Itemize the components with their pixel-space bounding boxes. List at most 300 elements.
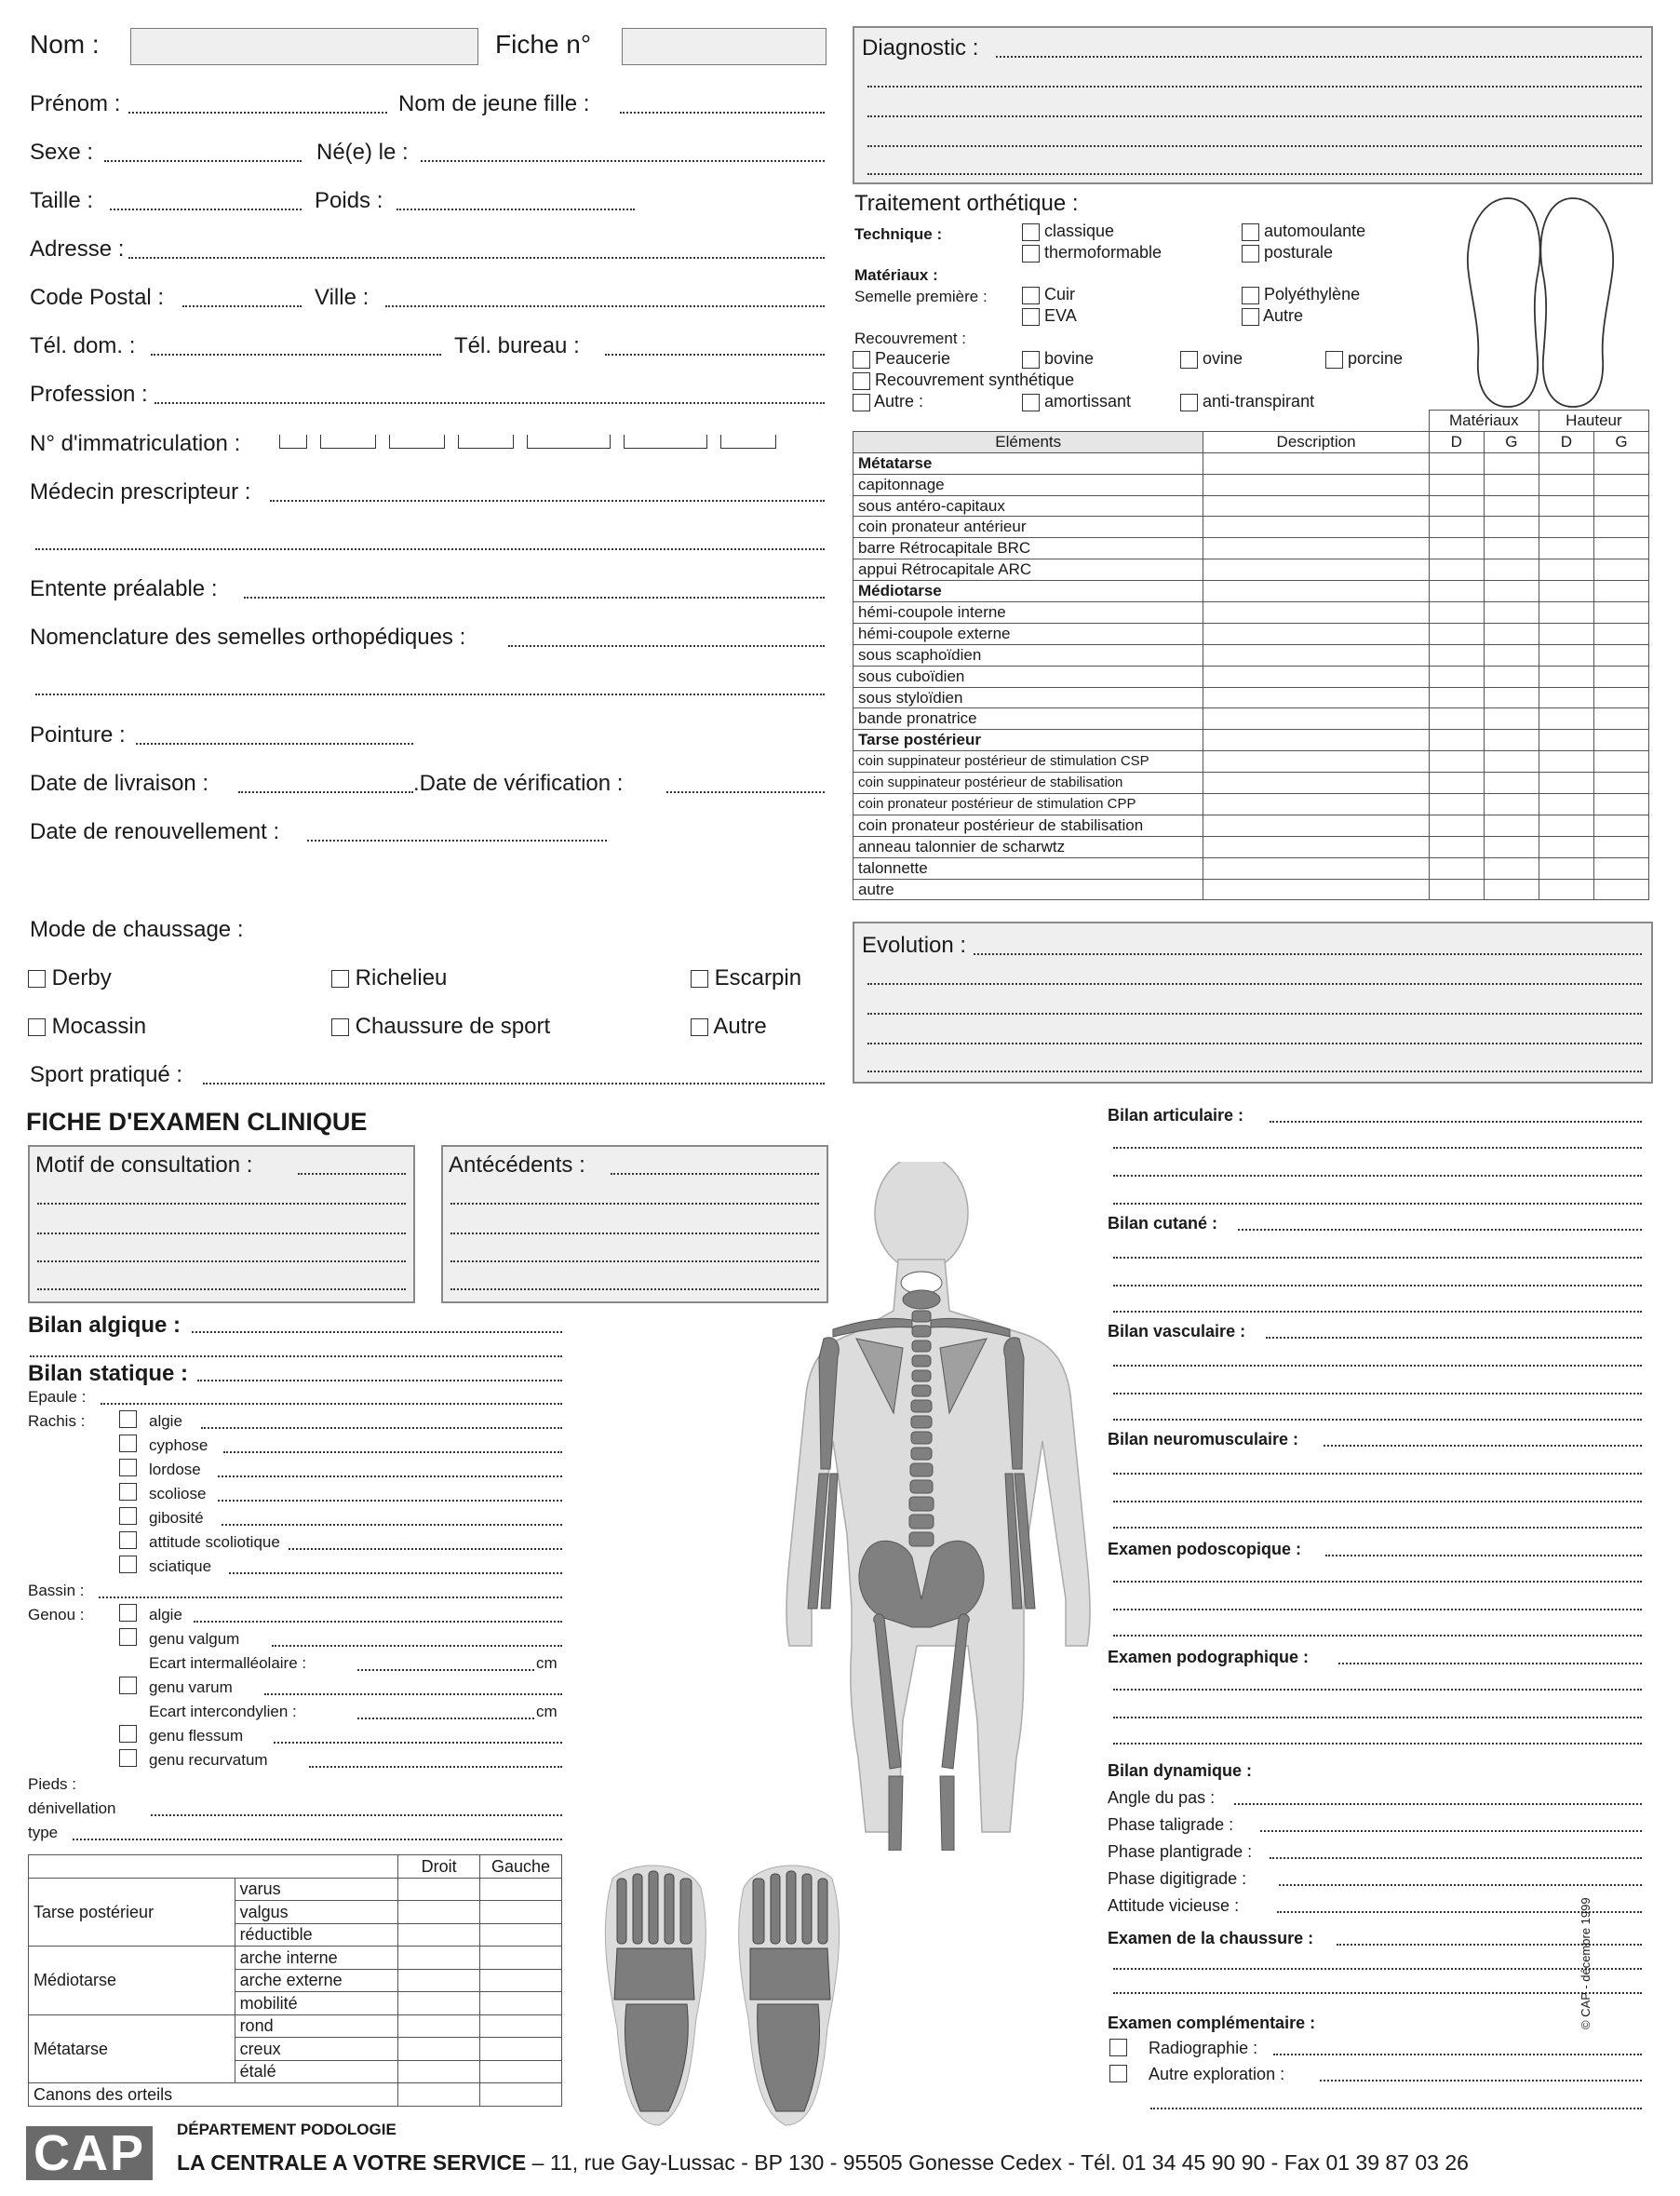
autre-exploration-field-2[interactable] [1150, 2108, 1642, 2109]
foot-cell[interactable] [480, 2083, 562, 2107]
diagnostic-line[interactable] [867, 86, 1642, 88]
genu-valgum-field[interactable] [272, 1645, 562, 1647]
element-cell[interactable] [1593, 602, 1648, 624]
opt-synthetique[interactable]: Recouvrement synthétique [853, 370, 1074, 390]
cutane-line[interactable] [1113, 1257, 1642, 1259]
epaule-field[interactable] [101, 1403, 562, 1405]
element-cell[interactable] [1429, 666, 1484, 687]
element-cell[interactable] [1593, 730, 1648, 751]
podographique-line[interactable] [1113, 1743, 1642, 1745]
element-cell[interactable] [1484, 644, 1539, 666]
element-cell[interactable] [1539, 666, 1593, 687]
element-cell[interactable] [1484, 602, 1539, 624]
element-cell[interactable] [1484, 581, 1539, 602]
genu-valgum-checkbox[interactable] [119, 1628, 137, 1646]
denivellation-field[interactable] [151, 1814, 562, 1816]
nom-jeune-fille-field[interactable] [620, 112, 825, 114]
element-cell[interactable] [1593, 538, 1648, 559]
diagnostic-line[interactable] [996, 56, 1642, 58]
motif-box[interactable] [28, 1145, 415, 1303]
vasculaire-line[interactable] [1266, 1337, 1642, 1339]
checkbox[interactable] [691, 1018, 708, 1036]
foot-item-label: arche interne [235, 1947, 398, 1970]
element-cell[interactable] [1593, 474, 1648, 495]
neuromusculaire-line[interactable] [1113, 1501, 1642, 1502]
nom-input[interactable] [130, 28, 478, 65]
podoscopique-line[interactable] [1325, 1555, 1642, 1556]
option-chaussure-sport[interactable]: Chaussure de sport [331, 1014, 550, 1040]
articulaire-line[interactable] [1113, 1175, 1642, 1177]
element-cell[interactable] [1203, 666, 1429, 687]
evolution-box[interactable] [853, 922, 1653, 1084]
element-cell[interactable] [1593, 517, 1648, 538]
checkbox[interactable] [331, 970, 349, 988]
element-cell[interactable] [1429, 751, 1484, 773]
foot-cell[interactable] [480, 1878, 562, 1901]
checkbox[interactable] [331, 1018, 349, 1036]
rachis-item: scoliose [149, 1485, 207, 1502]
genu-varum-field[interactable] [264, 1693, 562, 1695]
option-derby[interactable]: Derby [28, 965, 112, 991]
element-cell[interactable] [1203, 815, 1429, 836]
motif-line[interactable] [37, 1233, 406, 1234]
date-verification-field[interactable] [666, 791, 825, 793]
element-cell[interactable] [1484, 836, 1539, 857]
genou-algie-field[interactable] [194, 1621, 562, 1623]
element-cell[interactable] [1429, 644, 1484, 666]
ecart-intercondylien-field[interactable] [357, 1718, 534, 1719]
sexe-field[interactable] [104, 160, 302, 162]
option-autre[interactable]: Autre [691, 1014, 767, 1040]
element-cell[interactable] [1539, 538, 1593, 559]
tel-dom-field[interactable] [151, 354, 441, 356]
element-label: coin pronateur antérieur [853, 517, 1203, 538]
element-cell[interactable] [1484, 452, 1539, 474]
element-cell[interactable] [1539, 517, 1593, 538]
rachis-field[interactable] [218, 1500, 562, 1502]
left-foot-skeleton [594, 1860, 715, 2128]
opt-eva[interactable]: EVA [1022, 306, 1077, 326]
element-cell[interactable] [1539, 602, 1593, 624]
element-cell[interactable] [1203, 474, 1429, 495]
opt-polyethylene[interactable]: Polyéthylène [1242, 285, 1360, 304]
tel-dom-label: Tél. dom. : [30, 333, 136, 358]
opt-cuir[interactable]: Cuir [1022, 285, 1075, 304]
date-renouvellement-field[interactable] [307, 840, 607, 842]
option-mocassin[interactable]: Mocassin [28, 1014, 146, 1040]
element-cell[interactable] [1539, 773, 1593, 794]
prenom-field[interactable] [128, 112, 387, 114]
evolution-line[interactable] [867, 983, 1642, 985]
foot-cell[interactable] [398, 2083, 480, 2107]
element-cell[interactable] [1484, 474, 1539, 495]
medecin-field[interactable] [270, 500, 825, 502]
element-cell[interactable] [1203, 773, 1429, 794]
foot-cell[interactable] [480, 2038, 562, 2061]
entente-field[interactable] [244, 597, 825, 599]
foot-item-label: rond [235, 2014, 398, 2038]
element-cell[interactable] [1539, 794, 1593, 815]
tel-bureau-field[interactable] [605, 354, 825, 356]
genou-algie-checkbox[interactable] [119, 1604, 137, 1622]
element-cell[interactable] [1429, 730, 1484, 751]
autre-exploration-checkbox[interactable] [1109, 2065, 1127, 2082]
articulaire-line[interactable] [1270, 1121, 1642, 1123]
foot-cell[interactable] [398, 1923, 480, 1947]
chaussure-line[interactable] [1337, 1944, 1642, 1946]
element-cell[interactable] [1539, 452, 1593, 474]
opt-autre-recouv[interactable]: Autre : [853, 392, 923, 411]
nomenclature-field[interactable] [508, 645, 825, 647]
checkbox[interactable] [28, 1018, 46, 1036]
vasculaire-line[interactable] [1113, 1393, 1642, 1394]
element-cell[interactable] [1484, 857, 1539, 879]
element-label: hémi-coupole interne [853, 602, 1203, 624]
element-cell[interactable] [1484, 495, 1539, 517]
podoscopique-line[interactable] [1113, 1609, 1642, 1610]
element-cell[interactable] [1429, 517, 1484, 538]
taille-field[interactable] [110, 209, 302, 210]
element-cell[interactable] [1539, 559, 1593, 581]
foot-cell[interactable] [480, 1947, 562, 1970]
element-cell[interactable] [1429, 559, 1484, 581]
autre-exploration-field[interactable] [1320, 2080, 1642, 2081]
element-cell[interactable] [1203, 708, 1429, 730]
genu-flessum-field[interactable] [274, 1742, 562, 1744]
type-field[interactable] [73, 1839, 562, 1840]
date-livraison-field[interactable] [238, 791, 413, 793]
departement: DÉPARTEMENT PODOLOGIE [177, 2121, 396, 2138]
ne-le-field[interactable] [421, 160, 825, 162]
plantigrade-field[interactable] [1270, 1857, 1642, 1859]
opt-thermoformable[interactable]: thermoformable [1022, 243, 1162, 263]
element-cell[interactable] [1484, 879, 1539, 900]
rachis-checkbox[interactable] [119, 1435, 137, 1452]
element-cell[interactable] [1203, 794, 1429, 815]
element-cell[interactable] [1203, 879, 1429, 900]
element-cell[interactable] [1593, 644, 1648, 666]
element-cell[interactable] [1429, 602, 1484, 624]
element-label: sous styloïdien [853, 687, 1203, 708]
element-cell[interactable] [1203, 517, 1429, 538]
evolution-line[interactable] [867, 1043, 1642, 1044]
bassin-field[interactable] [99, 1596, 562, 1598]
cap-logo: CAP [26, 2126, 153, 2180]
element-cell[interactable] [1429, 836, 1484, 857]
podographique-line[interactable] [1338, 1663, 1642, 1664]
element-cell[interactable] [1593, 773, 1648, 794]
element-cell[interactable] [1539, 644, 1593, 666]
foot-cell[interactable] [480, 1923, 562, 1947]
element-label: autre [853, 879, 1203, 900]
opt-peaucerie[interactable]: Peaucerie [853, 349, 950, 369]
element-cell[interactable] [1429, 538, 1484, 559]
element-cell[interactable] [1593, 666, 1648, 687]
vasculaire-line[interactable] [1113, 1419, 1642, 1421]
foot-cell[interactable] [398, 1992, 480, 2015]
element-cell[interactable] [1429, 815, 1484, 836]
element-cell[interactable] [1593, 452, 1648, 474]
rachis-field[interactable] [201, 1427, 562, 1429]
foot-cell[interactable] [398, 2038, 480, 2061]
radiographie-field[interactable] [1273, 2054, 1642, 2055]
chaussure-line[interactable] [1113, 1968, 1642, 1970]
rachis-field[interactable] [223, 1451, 562, 1453]
foot-item-label: réductible [235, 1923, 398, 1947]
neuromusculaire-line[interactable] [1324, 1445, 1642, 1447]
element-cell[interactable] [1203, 857, 1429, 879]
vasculaire-line[interactable] [1113, 1365, 1642, 1367]
genu-flessum-checkbox[interactable] [119, 1725, 137, 1743]
element-cell[interactable] [1429, 581, 1484, 602]
element-cell[interactable] [1593, 815, 1648, 836]
element-cell[interactable] [1539, 836, 1593, 857]
foot-cell[interactable] [398, 1969, 480, 1992]
rachis-field[interactable] [222, 1524, 562, 1526]
element-cell[interactable] [1539, 815, 1593, 836]
articulaire-line[interactable] [1113, 1203, 1642, 1205]
opt-anti-transpirant[interactable]: anti-transpirant [1180, 392, 1314, 411]
foot-cell[interactable] [480, 1969, 562, 1992]
element-cell[interactable] [1539, 730, 1593, 751]
opt-posturale[interactable]: posturale [1242, 243, 1333, 263]
element-cell[interactable] [1539, 495, 1593, 517]
element-cell[interactable] [1203, 644, 1429, 666]
element-cell[interactable] [1539, 751, 1593, 773]
element-cell[interactable] [1429, 495, 1484, 517]
chaussure-line[interactable] [1113, 1992, 1642, 1994]
element-cell[interactable] [1539, 708, 1593, 730]
element-cell[interactable] [1484, 730, 1539, 751]
medecin-field-2[interactable] [35, 548, 825, 550]
diagnostic-box[interactable] [853, 26, 1653, 184]
element-cell[interactable] [1203, 452, 1429, 474]
element-cell[interactable] [1203, 730, 1429, 751]
rachis-field[interactable] [289, 1548, 562, 1550]
element-cell[interactable] [1539, 474, 1593, 495]
neuromusculaire-line[interactable] [1113, 1527, 1642, 1529]
option-escarpin[interactable]: Escarpin [691, 965, 801, 991]
rachis-item: sciatique [149, 1557, 212, 1575]
element-cell[interactable] [1484, 794, 1539, 815]
poids-field[interactable] [396, 209, 635, 210]
element-cell[interactable] [1203, 623, 1429, 644]
element-cell[interactable] [1593, 836, 1648, 857]
rachis-label: Rachis : [28, 1412, 86, 1430]
foot-cell[interactable] [480, 2014, 562, 2038]
examen-podographique-label: Examen podographique : [1108, 1648, 1310, 1666]
element-cell[interactable] [1484, 708, 1539, 730]
ville-field[interactable] [385, 305, 825, 307]
podographique-line[interactable] [1113, 1717, 1642, 1718]
element-cell[interactable] [1484, 666, 1539, 687]
sport-field[interactable] [203, 1083, 825, 1085]
fiche-input[interactable] [622, 28, 827, 65]
foot-cell[interactable] [480, 2060, 562, 2083]
podographique-line[interactable] [1113, 1689, 1642, 1691]
neuromusculaire-line[interactable] [1113, 1473, 1642, 1475]
genu-recurvatum-checkbox[interactable] [119, 1749, 137, 1767]
articulaire-line[interactable] [1113, 1147, 1642, 1149]
checkbox[interactable] [28, 970, 46, 988]
element-cell[interactable] [1429, 794, 1484, 815]
opt-autre-semelle[interactable]: Autre [1242, 306, 1303, 326]
element-cell[interactable] [1593, 559, 1648, 581]
foot-table-row [29, 2014, 562, 2038]
evolution-line[interactable] [974, 953, 1642, 955]
examen-podoscopique-label: Examen podoscopique : [1108, 1540, 1302, 1558]
element-cell[interactable] [1593, 495, 1648, 517]
foot-table-row [29, 1878, 562, 1901]
cutane-line[interactable] [1113, 1285, 1642, 1287]
rachis-checkbox[interactable] [119, 1507, 137, 1525]
autre-exploration-label: Autre exploration : [1149, 2065, 1285, 2083]
motif-line[interactable] [37, 1288, 406, 1290]
diagnostic-label: Diagnostic : [862, 35, 979, 61]
chaussage-title: Mode de chaussage : [30, 917, 244, 942]
element-cell[interactable] [1484, 751, 1539, 773]
header-g: G [1593, 431, 1648, 452]
foot-group-label: Médiotarse [29, 1947, 235, 2015]
podoscopique-line[interactable] [1113, 1581, 1642, 1583]
element-cell[interactable] [1593, 687, 1648, 708]
elements-row [853, 687, 1649, 708]
element-cell[interactable] [1203, 602, 1429, 624]
bilan-algique-field[interactable] [192, 1331, 562, 1333]
podoscopique-line[interactable] [1113, 1635, 1642, 1637]
diagnostic-line[interactable] [867, 115, 1642, 117]
rachis-item: attitude scoliotique [149, 1533, 280, 1551]
foot-cell[interactable] [398, 1947, 480, 1970]
motif-line[interactable] [37, 1260, 406, 1262]
opt-ovine[interactable]: ovine [1180, 349, 1243, 369]
rachis-field[interactable] [218, 1475, 562, 1477]
element-cell[interactable] [1593, 794, 1648, 815]
element-cell[interactable] [1429, 474, 1484, 495]
element-cell[interactable] [1484, 815, 1539, 836]
angle-field[interactable] [1234, 1803, 1642, 1805]
foot-cell[interactable] [480, 1992, 562, 2015]
rachis-checkbox[interactable] [119, 1459, 137, 1476]
foot-cell[interactable] [398, 2014, 480, 2038]
element-cell[interactable] [1593, 879, 1648, 900]
opt-bovine[interactable]: bovine [1022, 349, 1094, 369]
code-postal-field[interactable] [182, 305, 302, 307]
element-cell[interactable] [1484, 687, 1539, 708]
rachis-checkbox[interactable] [119, 1531, 137, 1549]
adresse-field[interactable] [128, 257, 825, 259]
foot-cell[interactable] [398, 2060, 480, 2083]
element-cell[interactable] [1484, 538, 1539, 559]
opt-porcine[interactable]: porcine [1325, 349, 1403, 369]
element-cell[interactable] [1593, 857, 1648, 879]
cutane-line[interactable] [1238, 1229, 1642, 1231]
element-cell[interactable] [1539, 857, 1593, 879]
nomenclature-field-2[interactable] [35, 694, 825, 695]
element-cell[interactable] [1203, 495, 1429, 517]
element-cell[interactable] [1429, 708, 1484, 730]
rachis-field[interactable] [229, 1572, 562, 1574]
element-cell[interactable] [1593, 581, 1648, 602]
date-livraison-label: Date de livraison : [30, 771, 209, 796]
element-cell[interactable] [1203, 836, 1429, 857]
evolution-line[interactable] [867, 1013, 1642, 1015]
opt-classique[interactable]: classique [1022, 222, 1114, 241]
foot-cell[interactable] [480, 1901, 562, 1924]
rachis-checkbox[interactable] [119, 1483, 137, 1501]
diagnostic-line[interactable] [867, 145, 1642, 147]
genu-varum-checkbox[interactable] [119, 1677, 137, 1694]
element-cell[interactable] [1429, 687, 1484, 708]
element-cell[interactable] [1429, 857, 1484, 879]
element-cell[interactable] [1484, 517, 1539, 538]
bilan-statique-field[interactable] [197, 1380, 562, 1381]
cutane-line[interactable] [1113, 1311, 1642, 1313]
element-cell[interactable] [1593, 708, 1648, 730]
bilan-algique-field-2[interactable] [30, 1355, 562, 1357]
genu-recurvatum-field[interactable] [309, 1766, 562, 1768]
radiographie-checkbox[interactable] [1109, 2039, 1127, 2056]
element-cell[interactable] [1429, 623, 1484, 644]
pointure-field[interactable] [136, 743, 413, 745]
element-cell[interactable] [1484, 559, 1539, 581]
element-cell[interactable] [1539, 879, 1593, 900]
foot-item-label: étalé [235, 2060, 398, 2083]
immatriculation-boxes[interactable] [279, 434, 789, 451]
checkbox[interactable] [691, 970, 708, 988]
element-cell[interactable] [1593, 623, 1648, 644]
ecart-intermalleolaire-field[interactable] [357, 1669, 534, 1671]
taligrade-field[interactable] [1260, 1830, 1642, 1832]
rachis-checkbox[interactable] [119, 1410, 137, 1428]
evolution-label: Evolution : [862, 933, 967, 958]
element-cell[interactable] [1593, 751, 1648, 773]
element-cell[interactable] [1203, 538, 1429, 559]
foot-item-label: valgus [235, 1901, 398, 1924]
phase-taligrade-label: Phase taligrade : [1108, 1815, 1234, 1834]
element-cell[interactable] [1539, 623, 1593, 644]
opt-automoulante[interactable]: automoulante [1242, 222, 1365, 241]
element-cell[interactable] [1539, 687, 1593, 708]
element-cell[interactable] [1429, 773, 1484, 794]
opt-amortissant[interactable]: amortissant [1022, 392, 1131, 411]
element-cell[interactable] [1539, 581, 1593, 602]
option-richelieu[interactable]: Richelieu [331, 965, 447, 991]
rachis-checkbox[interactable] [119, 1556, 137, 1573]
element-label: bande pronatrice [853, 708, 1203, 730]
evolution-line[interactable] [867, 1071, 1642, 1072]
element-cell[interactable] [1429, 879, 1484, 900]
bilan-articulaire-label: Bilan articulaire : [1108, 1106, 1244, 1125]
element-cell[interactable] [1203, 559, 1429, 581]
element-cell[interactable] [1203, 581, 1429, 602]
digitigrade-field[interactable] [1279, 1884, 1642, 1886]
foot-cell[interactable] [398, 1901, 480, 1924]
elements-row [853, 517, 1649, 538]
element-cell[interactable] [1429, 452, 1484, 474]
foot-cell[interactable] [398, 1878, 480, 1901]
element-cell[interactable] [1484, 773, 1539, 794]
element-label: coin pronateur postérieur de stabilisation [853, 815, 1203, 836]
element-cell[interactable] [1203, 687, 1429, 708]
element-cell[interactable] [1203, 751, 1429, 773]
profession-field[interactable] [155, 402, 825, 404]
medecin-label: Médecin prescripteur : [30, 479, 251, 505]
element-cell[interactable] [1484, 623, 1539, 644]
motif-line[interactable] [298, 1173, 406, 1175]
diagnostic-line[interactable] [867, 173, 1642, 175]
motif-line[interactable] [37, 1203, 406, 1205]
